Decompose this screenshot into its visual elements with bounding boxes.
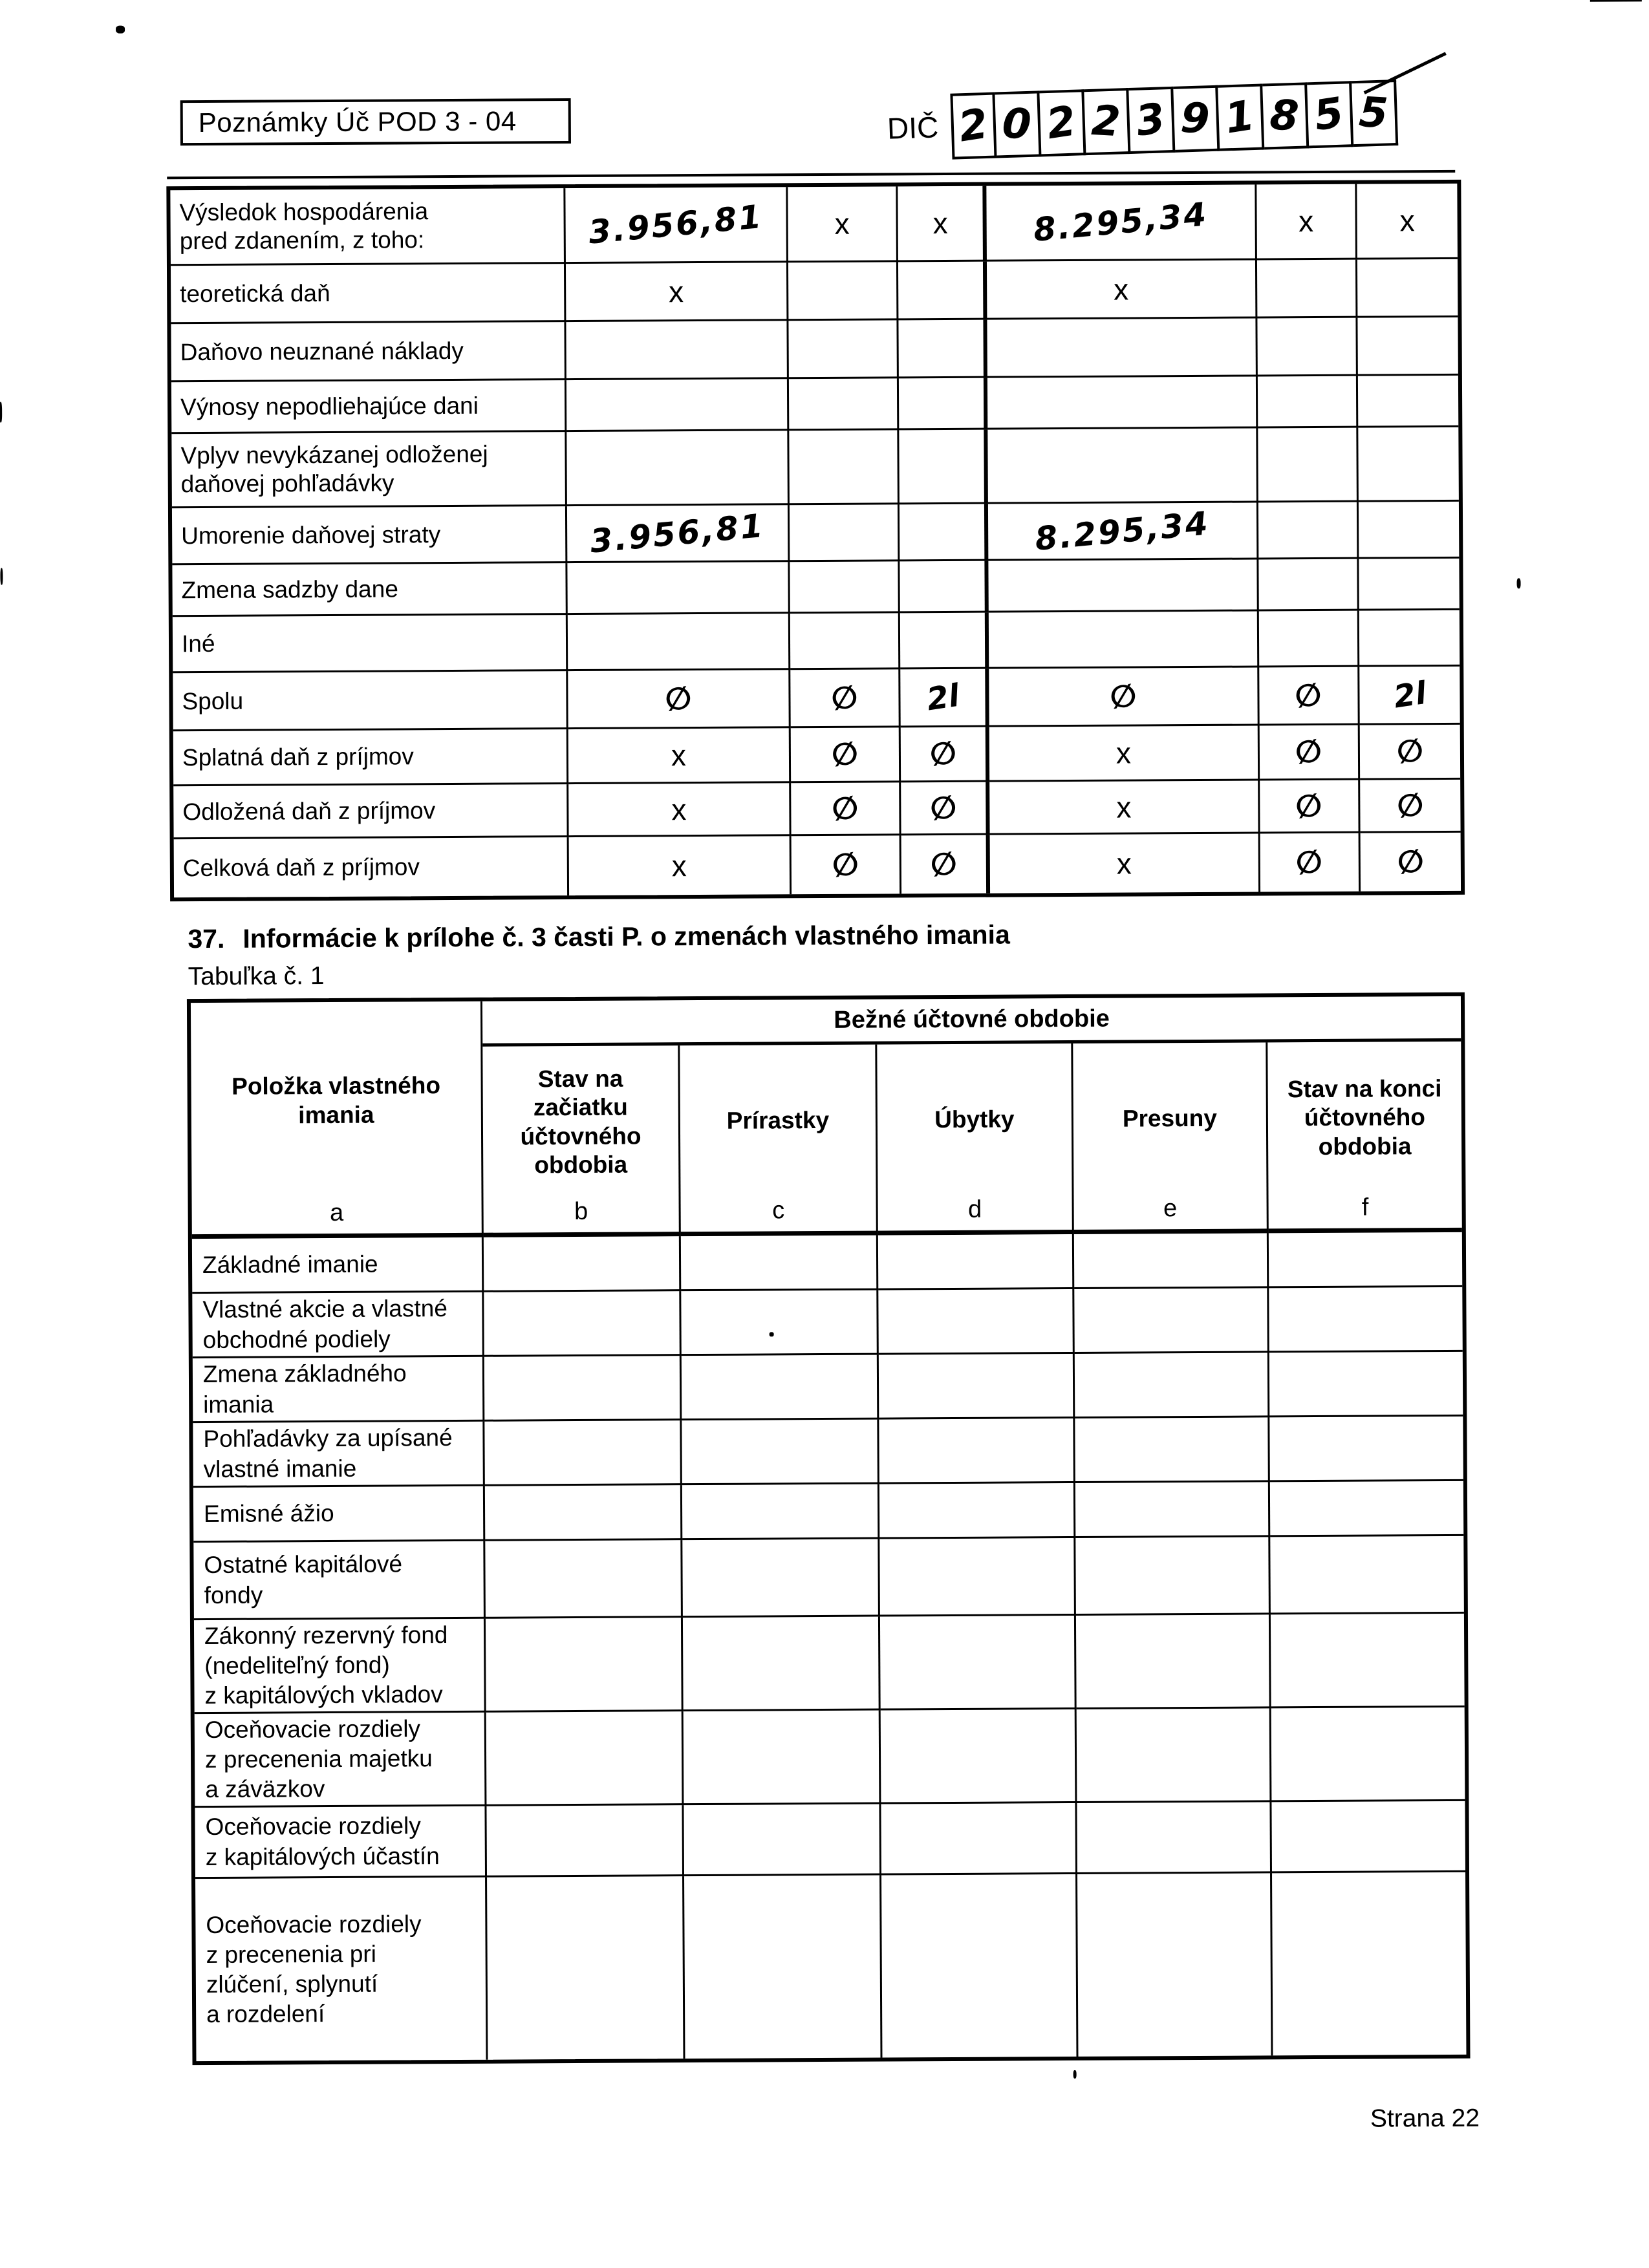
equity-cell [881,1803,1077,1876]
handwritten-nil-mark: ∅ [1293,842,1326,883]
equity-cell [1075,1417,1270,1483]
equity-cell [1271,1614,1465,1709]
equity-span-header: Bežné účtovné obdobie [482,996,1461,1047]
tax-cell [1260,833,1361,892]
tax-cell [990,833,1260,893]
scan-double-border-line [167,170,1455,179]
tax-cell [900,504,988,562]
equity-cell [1074,1233,1269,1289]
equity-cell [684,1876,882,2059]
tax-cell [1260,780,1360,834]
handwritten-digit: 9 [1180,94,1211,144]
tax-cell [1360,725,1460,780]
equity-header-col-d-label: Úbytky [934,1106,1015,1133]
equity-cell [486,1618,684,1713]
tax-cell [899,430,988,505]
equity-row-label: Oceňovacie rozdiely z kapitálových účastín [195,1806,487,1879]
tax-row-label: Iné [173,615,568,673]
equity-cell [486,1711,684,1806]
equity-cell [683,1617,881,1712]
equity-cell [484,1236,681,1292]
dic-box-2 [995,91,1042,158]
scan-corner-mark [1590,0,1642,2]
equity-cell [484,1356,682,1422]
tax-cell [790,613,900,670]
equity-header-col-a-label: Položka vlastného imania [232,1072,441,1128]
handwritten-nil-mark: ∅ [1394,842,1427,882]
handwritten-digit: 2 [1090,96,1122,147]
table-caption: Tabuľka č. 1 [188,962,325,991]
tax-cell [1359,502,1459,559]
equity-cell [881,1874,1078,2058]
tax-row-label: teoretická daň [171,264,566,324]
section-title: Informácie k prílohe č. 3 časti P. o zmenách vlastného imania [242,919,1010,954]
equity-cell [485,1485,682,1541]
equity-row-label: Zmena základného imania [193,1357,485,1423]
x-mark: x [1116,846,1132,881]
tax-cell [898,320,987,379]
equity-header-col-a [191,1001,484,1239]
tax-row-label: Spolu [173,671,568,731]
tax-cell [790,669,900,728]
tax-cell [1256,184,1357,261]
tax-cell [1359,559,1459,611]
equity-header-col-d [877,1043,1074,1236]
tax-cell [792,835,901,894]
tax-cell [988,502,1258,561]
tax-cell [989,667,1259,727]
tax-cell [901,727,989,783]
tax-cell [987,318,1257,378]
dic-box-1 [951,92,997,160]
tax-cell [1359,610,1460,667]
equity-header-col-b-label: Stav na začiatku účtovného obdobia [520,1065,641,1179]
tax-cell [567,562,790,615]
tax-cell [788,186,898,262]
tax-cell [566,321,788,380]
tax-cell [1258,428,1359,503]
scan-speck [1517,578,1521,588]
tax-cell [788,320,898,379]
handwritten-nil-mark: ∅ [1394,786,1427,826]
equity-cell [1271,1707,1465,1803]
dic-box-9 [1307,81,1353,148]
tax-cell [1357,184,1458,260]
dic-box-3 [1040,89,1086,156]
handwritten-nil-mark: ∅ [829,788,861,829]
tax-cell [989,725,1260,782]
tax-cell [901,835,990,894]
equity-cell [878,1289,1075,1355]
form-code-label: Poznámky Úč POD 3 - 04 [198,105,517,138]
tax-cell [565,187,788,264]
column-letter-f: f [1361,1193,1369,1221]
x-mark: x [932,206,948,241]
tax-cell [989,780,1260,835]
tax-row-label: Vplyv nevykázanej odloženej daňovej pohľadávky [171,432,567,508]
scan-speck [0,568,3,585]
equity-cell [681,1290,879,1356]
equity-cell [879,1354,1075,1420]
equity-header-col-c [680,1045,878,1237]
equity-cell [1075,1482,1270,1538]
equity-cell [878,1234,1074,1290]
equity-cell [1272,1872,1466,2056]
handwritten-nil-mark: ∅ [1293,675,1324,716]
equity-cell [1077,1802,1272,1874]
x-mark: x [671,738,687,773]
tax-cell [1359,667,1460,725]
handwritten-nil-mark: ∅ [1293,732,1325,772]
equity-cell [1074,1288,1269,1354]
equity-cell [880,1616,1077,1711]
handwritten-digit: 3 [1132,94,1169,146]
tax-reconciliation-table [166,180,1465,901]
equity-cell [879,1483,1075,1539]
equity-cell [1076,1614,1271,1709]
equity-row-label: Emisné ážio [193,1486,485,1543]
tax-cell [899,378,987,431]
tax-cell [791,782,901,836]
tax-row-label: Výnosy nepodliehajúce dani [171,380,566,434]
page-number: Strana 22 [1370,2104,1480,2133]
equity-cell [879,1418,1075,1484]
tax-cell [1258,559,1359,612]
section-number: 37. [188,923,225,954]
x-mark: x [1399,204,1415,238]
tax-cell [1358,427,1459,502]
equity-row-label: Zákonný rezervný fond (nedeliteľný fond) z kapitálových vkladov [194,1619,486,1714]
tax-cell [1257,260,1357,319]
x-mark: x [1116,790,1132,824]
tax-cell [568,670,790,729]
dic-box-8 [1262,82,1309,149]
handwritten-nil-mark: ∅ [828,678,861,718]
x-mark: x [669,274,684,308]
handwritten-digit: 8 [1269,91,1300,141]
equity-header-col-b [482,1045,681,1237]
tax-cell [1357,259,1458,318]
tax-cell [791,727,901,783]
tax-cell [568,614,790,671]
equity-cell [681,1236,878,1292]
handwritten-digit: 2 [956,100,992,152]
tax-row-label: Odložená daň z príjmov [173,784,568,839]
equity-cell [1269,1352,1463,1418]
equity-cell [487,1876,685,2060]
handwritten-digit: 2 [1043,97,1080,149]
x-mark: x [671,792,687,826]
x-mark: x [1298,204,1314,239]
equity-cell [881,1709,1077,1804]
tax-cell [988,559,1258,612]
handwritten-nil-mark: ∅ [927,844,960,884]
equity-header-col-f [1267,1042,1462,1234]
handwritten-value: 8.295,34 [1031,195,1210,249]
tax-row-label: Splatná daň z príjmov [173,729,568,786]
column-letter-e: e [1163,1195,1178,1223]
equity-cell [1271,1801,1465,1874]
handwritten-nil-mark: ∅ [1293,786,1325,826]
handwritten-nil-mark: ∅ [1107,676,1139,716]
equity-header-col-e [1073,1042,1269,1234]
tax-cell [569,836,792,895]
dic-box-4 [1084,88,1130,155]
form-code-box [180,98,571,145]
handwritten-nil-mark: ∅ [829,734,861,775]
equity-cell [1075,1537,1271,1616]
column-letter-c: c [772,1197,785,1225]
tax-cell [987,260,1257,319]
equity-row-label: Oceňovacie rozdiely z precenenia pri zlúčení, splynutí a rozdelení [195,1878,488,2061]
equity-header-col-f-label: Stav na konci účtovného obdobia [1287,1075,1442,1160]
equity-cell [1269,1287,1463,1353]
section-heading [188,919,1010,954]
tax-cell [1358,376,1458,428]
tax-cell [567,505,790,563]
equity-cell [486,1805,684,1878]
equity-cell [684,1711,881,1806]
handwritten-nil-mark: ∅ [927,787,960,828]
tax-row-label: Umorenie daňovej straty [172,506,567,565]
tax-cell [989,611,1259,669]
dic-box-5 [1128,87,1175,154]
equity-cell [684,1804,881,1877]
handwritten-nil-mark: ∅ [1394,731,1426,771]
dic-field [886,80,1398,162]
tax-row-label: Výsledok hospodárenia pred zdanením, z toho: [170,188,566,266]
equity-row-label: Pohľadávky za upísané vlastné imanie [193,1422,485,1488]
x-mark: x [834,206,850,241]
column-letter-a: a [329,1199,344,1227]
tax-cell [789,430,900,505]
equity-header-col-c-label: Prírastky [726,1107,830,1135]
equity-cell [1075,1353,1270,1418]
tax-row-label: Celková daň z príjmov [174,837,569,897]
equity-cell [682,1420,879,1486]
x-mark: x [671,849,687,883]
tax-cell [1257,318,1357,377]
tax-cell [788,262,898,321]
equity-cell [682,1484,879,1541]
dic-label: DIČ [887,110,940,145]
tax-cell [1258,376,1358,429]
tax-cell [900,561,988,614]
equity-cell [682,1355,879,1421]
handwritten-value: 3.956,81 [588,506,767,561]
tax-cell [898,186,987,262]
equity-cell [1269,1232,1462,1289]
handwritten-nil-mark: ∅ [829,845,861,885]
tax-cell [790,561,900,614]
x-mark: x [1116,736,1132,770]
tax-cell [1259,667,1359,726]
equity-cell [1270,1481,1463,1537]
tax-cell [987,428,1258,504]
handwritten-digit: 5 [1358,88,1390,138]
equity-cell [484,1420,682,1486]
equity-row-label: Vlastné akcie a vlastné obchodné podiely [192,1292,484,1358]
handwritten-digit: 1 [1222,91,1258,144]
tax-cell [901,782,989,836]
equity-cell [879,1538,1076,1617]
dic-boxes [951,80,1399,160]
tax-cell [790,504,900,562]
tax-cell [1260,725,1360,781]
pen-stroke [1364,52,1447,94]
equity-cell [682,1539,880,1618]
tax-cell [1357,317,1458,376]
handwritten-value: 3.956,81 [587,197,765,251]
equity-changes-table [187,992,1471,2065]
tax-cell [898,262,987,321]
equity-cell [484,1291,682,1357]
tax-cell [1360,780,1460,833]
tax-cell [1361,833,1461,892]
tax-cell [566,379,789,432]
handwritten-nil-mark: ∅ [662,679,695,719]
scan-speck [0,402,2,423]
tax-cell [566,262,788,322]
tax-cell [900,613,989,670]
column-letter-d: d [967,1195,982,1223]
equity-row-label: Oceňovacie rozdiely z precenenia majetku a záväzkov [195,1713,487,1808]
tax-row-label: Daňovo neuznané náklady [171,322,566,382]
handwritten-digit: 0 [1001,100,1033,149]
tax-cell [1259,611,1359,668]
tax-row-label: Zmena sadzby dane [172,563,567,617]
handwritten-nil-mark: ∅ [927,734,959,774]
equity-cell [1270,1536,1464,1615]
equity-row-label: Ostatné kapitálové fondy [193,1541,486,1620]
tax-cell [1258,502,1359,560]
tax-cell [568,728,791,784]
dic-box-6 [1173,85,1220,153]
tax-cell [789,378,899,431]
equity-cell [1269,1417,1463,1482]
handwritten-digit: 5 [1311,89,1348,141]
x-mark: x [1114,272,1129,306]
dic-box-7 [1218,84,1264,151]
tax-cell [568,783,791,837]
equity-cell [1077,1708,1272,1803]
scan-speck [116,26,125,34]
equity-header-col-e-label: Presuny [1122,1105,1218,1132]
equity-cell [1077,1873,1273,2057]
tax-cell [987,376,1258,429]
handwritten-mark: 2l [924,677,962,718]
tax-cell [986,184,1257,261]
handwritten-value: 8.295,34 [1033,504,1212,558]
equity-cell [485,1540,683,1619]
scan-speck [1073,2070,1077,2079]
dic-box-10 [1352,80,1398,147]
handwritten-mark: 2l [1391,674,1428,716]
tax-cell [900,669,989,728]
tax-cell [566,431,790,506]
column-letter-b: b [574,1197,588,1226]
equity-row-label: Základné imanie [192,1237,484,1294]
